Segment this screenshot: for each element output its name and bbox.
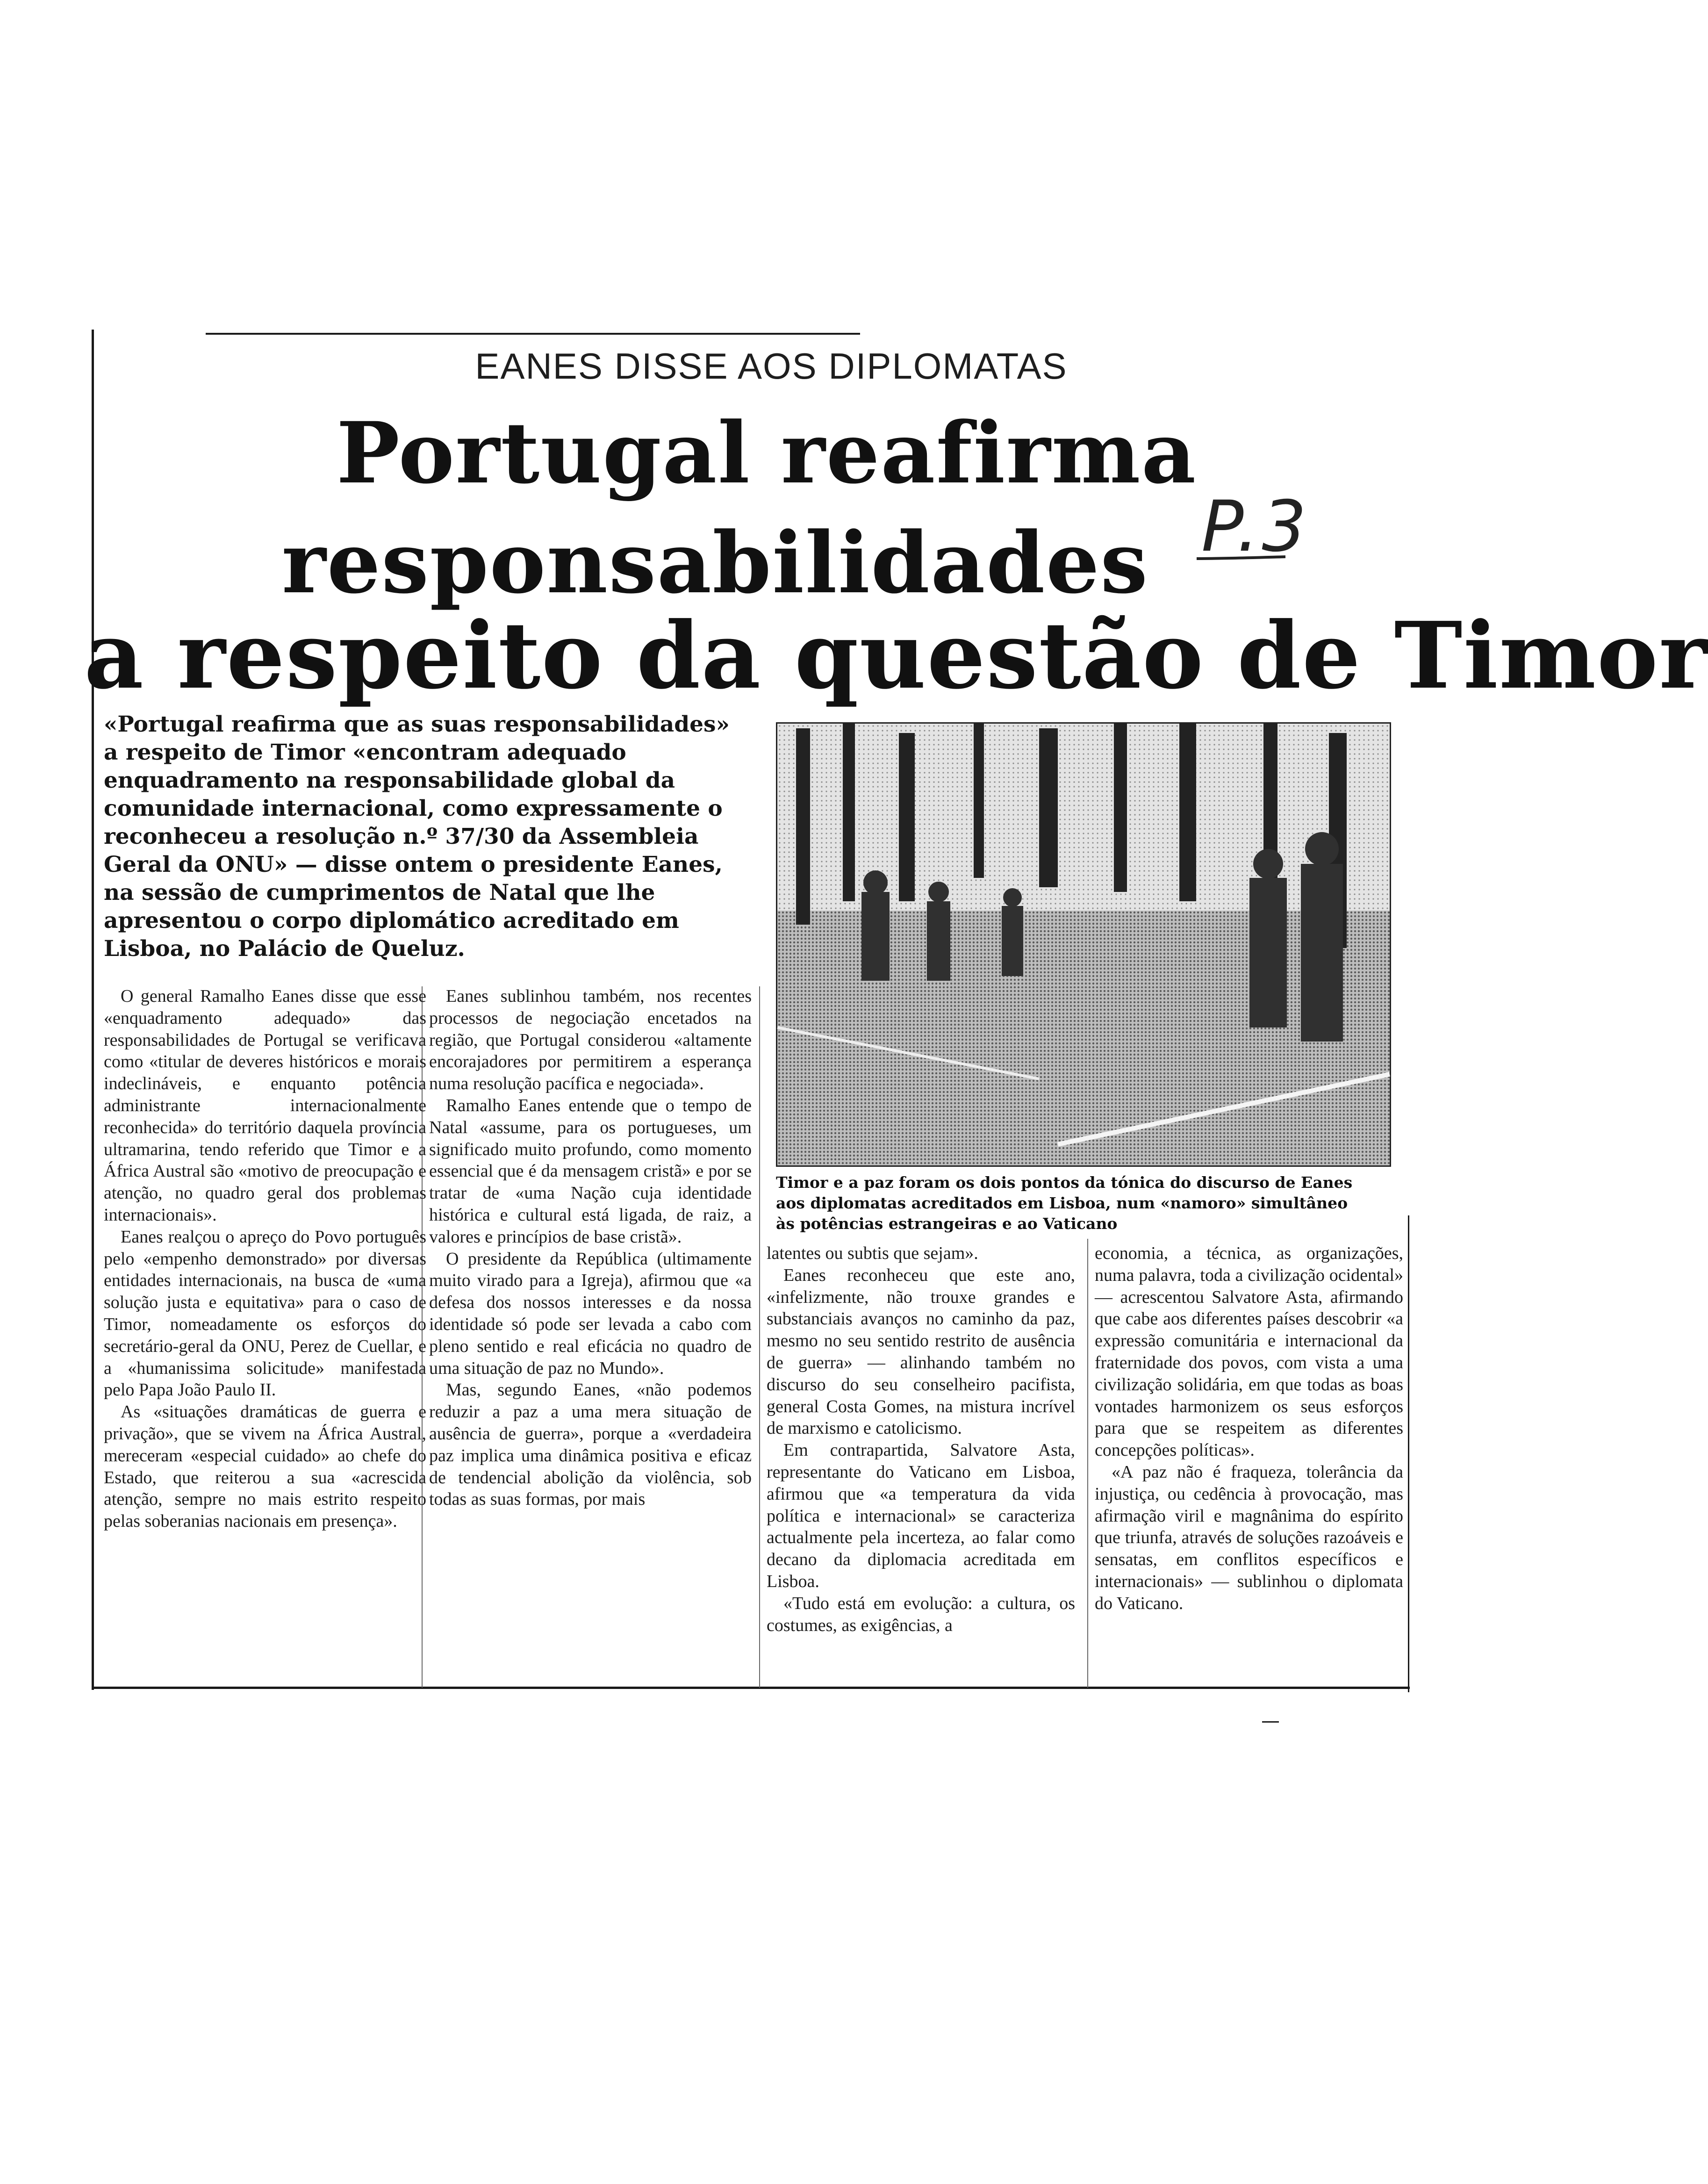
bottom-rule bbox=[92, 1687, 1410, 1689]
paragraph: Eanes realçou o apreço do Povo português pelo «empenho demonstrado» por diversas entidades internacionais, na busca de «uma solução justa e equitativa» para o caso de Timor, nomeadamente os esforços do secretário-geral da ONU, Perez de Cuellar, e a «humanissima solicitude» manifestada pelo Papa João Paulo II. bbox=[104, 1227, 426, 1400]
lede-line: Geral da ONU» — disse ontem o presidente Eanes, bbox=[104, 852, 723, 877]
lede-line: «Portugal reafirma que as suas responsabilidades» bbox=[104, 711, 730, 737]
lede-line: a respeito de Timor «encontram adequado bbox=[104, 740, 626, 765]
handwritten-note: P.3 bbox=[1201, 486, 1309, 568]
paragraph: Eanes reconheceu que este ano, «infelizmente, não trouxe grandes e substanciais avanços no caminho da paz, mesmo no seu sentido restrito de ausência de guerra» — alinhando também no discurso do seu conselheiro pacifista, general Costa Gomes, na mistura incrível de marxismo e catolicismo. bbox=[767, 1265, 1075, 1438]
lede bbox=[104, 711, 772, 963]
paragraph: Em contrapartida, Salvatore Asta, representante do Vaticano em Lisboa, afirmou que «a temperatura da vida política e internacional» se caracteriza actualmente pela incerteza, ao falar como decano da diplomacia acreditada em Lisboa. bbox=[767, 1440, 1075, 1591]
lede-line: Lisboa, no Palácio de Queluz. bbox=[104, 936, 465, 962]
headline-line-2: responsabilidades bbox=[281, 514, 1149, 612]
column-rule-2 bbox=[759, 986, 760, 1688]
top-rule bbox=[206, 333, 860, 335]
right-margin-rule bbox=[1408, 1215, 1409, 1692]
paragraph: Ramalho Eanes entende que o tempo de Natal «assume, para os portugueses, um significado muito profundo, como momento essencial que é da mensagem cristã» e por se tratar de «uma Nação cuja identidade histórica e cultural está ligada, de raiz, a valores e princípios de base cristã». bbox=[429, 1095, 752, 1247]
paragraph: «A paz não é fraqueza, tolerância da injustiça, ou cedência à provocação, mas afirmação viril e magnânima do espírito que triunfa, através de soluções razoáveis e sensatas, em conflitos específicos e internacionais» — sublinhou o diplomata do Vaticano. bbox=[1095, 1462, 1403, 1613]
body-column-4 bbox=[1095, 1243, 1403, 1615]
paragraph: economia, a técnica, as organizações, numa palavra, toda a civilização ocidental» — acrescentou Salvatore Asta, afirmando que cabe aos diferentes países descobrir «a expressão comunitária e internacional da fraternidade dos povos, com vista a uma civilização solidária, em que todas as boas vontades harmonizem os seus esforços para que se respeitem as diferentes concepções políticas». bbox=[1095, 1243, 1403, 1460]
paragraph: «Tudo está em evolução: a cultura, os costumes, as exigências, a bbox=[767, 1593, 1075, 1635]
left-margin-rule bbox=[92, 330, 94, 1690]
paragraph: O general Ramalho Eanes disse que esse «enquadramento adequado» das responsabilidades de Portugal se verificava como «titular de deveres históricos e morais indeclináveis, e enquanto potência administrante internacionalmente reconhecida» do território daquela província ultramarina, tendo referido que Timor e a África Austral são «motivo de preocupação e atenção, no quadro geral dos problemas internacionais». bbox=[104, 986, 426, 1225]
paragraph: As «situações dramáticas de guerra e privação», que se vivem na África Austral, mereceram «especial cuidado» ao chefe do Estado, que reiterou a sua «acrescida atenção, sempre no mais estrito respeito pelas soberanias nacionais em presença». bbox=[104, 1402, 426, 1531]
lede-line: enquadramento na responsabilidade global da bbox=[104, 768, 675, 793]
paragraph: Eanes sublinhou também, nos recentes processos de negociação encetados na região, que Portugal considerou «altamente encorajadores por permitirem a esperança numa resolução pacífica e negociada». bbox=[429, 986, 752, 1094]
headline-line-1: Portugal reafirma bbox=[336, 404, 1197, 503]
paragraph: O presidente da República (ultimamente muito virado para a Igreja), afirmou que «a defesa dos nossos interesses e da nossa identidade só pode ser levada a cabo com pleno sentido e real eficácia no quadro de uma situação de paz no Mundo». bbox=[429, 1249, 752, 1378]
photo-caption bbox=[776, 1172, 1393, 1234]
body-column-3 bbox=[767, 1243, 1075, 1636]
lede-line: na sessão de cumprimentos de Natal que lhe bbox=[104, 880, 655, 905]
photo-scene-icon bbox=[777, 724, 1390, 1165]
column-rule-3 bbox=[1087, 1239, 1088, 1688]
kicker: EANES DISSE AOS DIPLOMATAS bbox=[475, 345, 1068, 387]
headline-line-3: a respeito da questão de Timor bbox=[84, 602, 1708, 710]
closing-dash bbox=[1262, 1721, 1279, 1723]
lede-line: comunidade internacional, como expressamente o bbox=[104, 796, 723, 821]
lede-line: apresentou o corpo diplomático acreditado em bbox=[104, 908, 679, 934]
paragraph: latentes ou subtis que sejam». bbox=[767, 1243, 978, 1263]
lede-line: reconheceu a resolução n.º 37/30 da Assembleia bbox=[104, 824, 699, 849]
news-photo bbox=[776, 722, 1391, 1167]
paragraph: Mas, segundo Eanes, «não podemos reduzir a paz a uma mera situação de ausência de guerra», porque a «verdadeira paz implica uma dinâmica positiva e eficaz de tendencial abolição da violência, sob todas as suas formas, por mais bbox=[429, 1380, 752, 1509]
caption-line: às potências estrangeiras e ao Vaticano bbox=[776, 1214, 1118, 1233]
caption-line: aos diplomatas acreditados em Lisboa, num «namoro» simultâneo bbox=[776, 1194, 1348, 1212]
body-column-1 bbox=[104, 985, 426, 1532]
body-column-2 bbox=[429, 985, 752, 1510]
caption-line: Timor e a paz foram os dois pontos da tónica do discurso de Eanes bbox=[776, 1173, 1353, 1192]
